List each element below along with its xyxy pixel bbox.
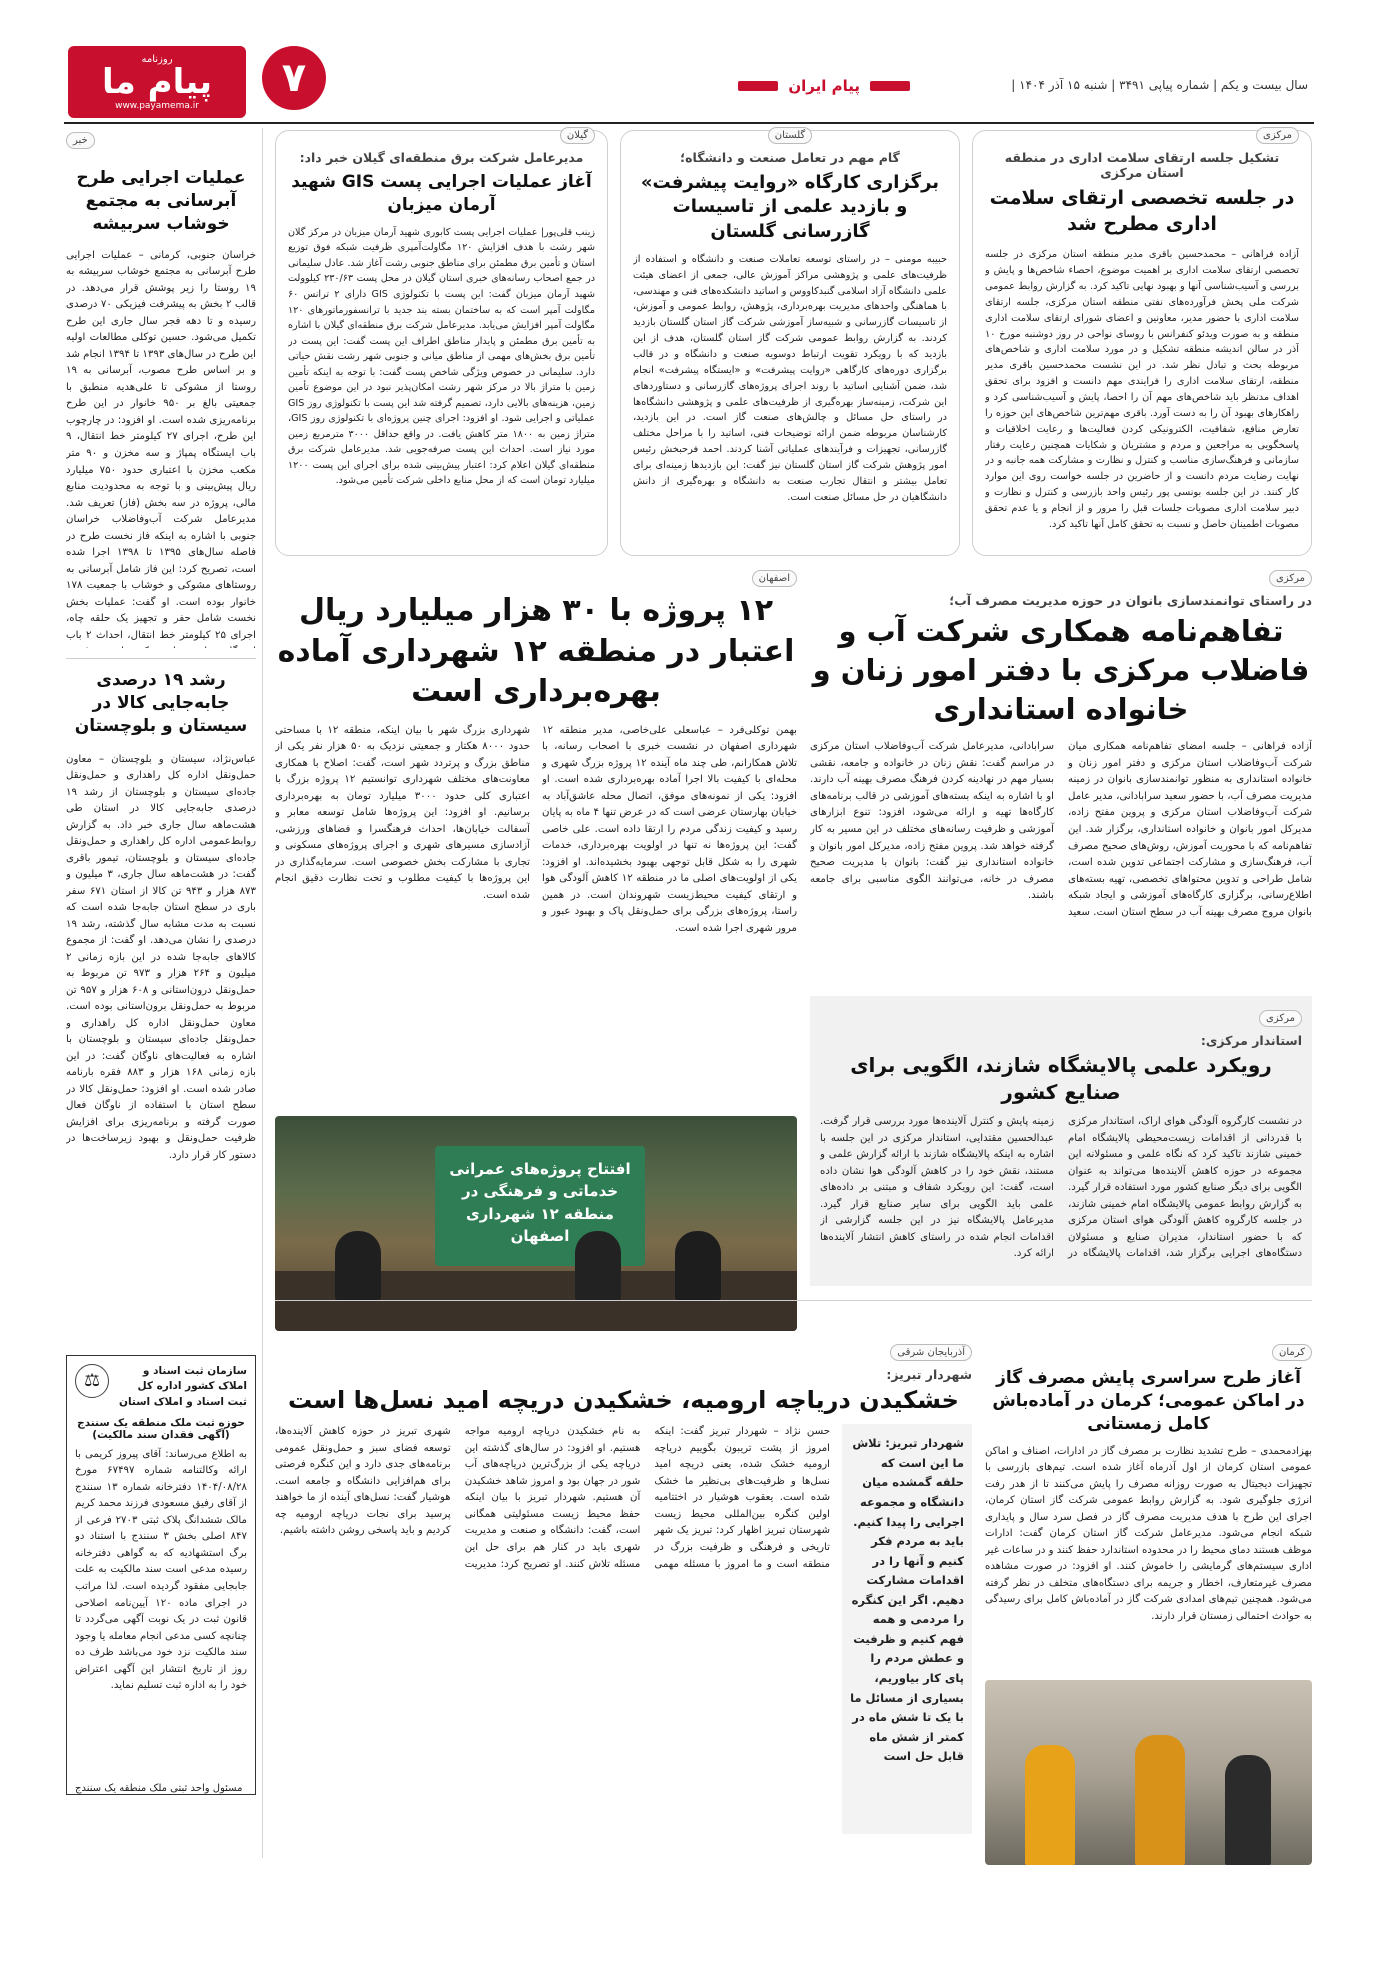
article-layout <box>275 1424 972 1834</box>
issue-line: سال بیست و یکم | شماره پیاپی ۳۴۹۱ | شنبه ۱۵ آذر ۱۴۰۴ | <box>1011 78 1308 92</box>
article-title: در جلسه تخصصی ارتقای سلامت اداری مطرح شد <box>989 187 1295 235</box>
logo-main: پیام ما <box>102 61 212 102</box>
article-title: خشکیدن دریاچه ارومیه، خشکیدن دریچه امید نسل‌ها است <box>288 1386 959 1414</box>
section-title: پیام ایران <box>788 77 860 95</box>
markazi-article-3 <box>810 996 1312 1286</box>
article-body: بهمن توکلی‌فرد – عباسعلی علی‌خاصی، مدیر منطقه ۱۲ شهرداری اصفهان در نشست خبری با اصحاب رسانه، با تلاش همکارانم، طی چند ماه آینده ۱۲ پروژه بزرگ شهری و محله‌ای با کیفیت بالا اجرا آماده بهره‌برداری شده است. او افزود: یکی از نمونه‌های موفق، اتصال محله عاشق‌آباد به خیابان بهارستان عرضی است که در عرض تنها ۴ ماه به پایان رسید و کیفیت زندگی مردم را ارتقا داده است. علی خاصی گفت: این پروژه‌ها نه تنها در اولویت بهره‌برداری، خدمات شهری را به شکل قابل توجهی بهبود بخشیده‌اند. او افزود: یکی از اولویت‌های اصلی ما در منطقه ۱۲ کاهش آلودگی هوا و ارتقای کیفیت محیط‌زیست شهروندان است. در همین راستا، پروژه‌های بزرگی برای حمل‌ونقل پاک و بهبود عبور و مرور شهری اجرا شده است. <box>542 724 797 934</box>
region-tag: گلستان <box>768 127 812 144</box>
article-columns <box>275 723 797 1108</box>
region-tag: مرکزی <box>1259 1010 1302 1027</box>
emblem-icon: ⚖ <box>75 1364 109 1398</box>
article-body: زینب قلی‌پور| عملیات اجرایی پست کابوری شهید آرمان میزبان در مرکز گلان شهر رشت با هدف افزایش ۱۲۰ مگاولت‌آمپری ظرفیت شبکه فوق توزیع استان و تأمین برق مطمئن برای مناطق جنوبی رشت آغاز شد. عادل سلیمانی در جمع اصحاب رسانه‌های خبری استان گیلان در محل پست ۲۳۰/۶۳ کیلوولت شهید آرمان میزبان گفت: این پست با تکنولوژی GIS دارای ۲ ترانس ۶۰ مگاولت آمپر است که به ساختمان بسته بند جدید با ترانسفورماتورهای ۱۲۰ مگاولت آمپر افزایش می‌یابد. مدیرعامل شرکت برق منطقه‌ای گیلان با اشاره به تأمین برق مطمئن و پایدار مناطق اطراف این پست گفت: این پست در تأمین برق بخش‌های مهمی از مناطق میانی و جنوبی شهر رشت نقش حیاتی دارد. سلیمانی در خصوص ویژگی شاخص پست گفت: با توجه به اینکه تأمین زمین با متراژ بالا در مرکز شهر رشت امکان‌پذیر نبود در این موضوع تأمین زمین، هزینه‌های بالایی دارد، تصمیم گرفته شد این پست با تکنولوژی روز GIS عملیاتی و اجرایی شود. او افزود: اجرای چنین پروژه‌ای با تکنولوژی روز GIS، متراژ زمین به ۱۸۰۰ متر کاهش یافت. در واقع حداقل ۳۰۰۰ مترمربع زمین مورد نیاز است. احداث این پست صرفه‌جویی شد. مدیرعامل شرکت برق منطقه‌ای گیلان اعلام کرد: اعتبار پیش‌بینی شده برای اجرای این پست ۱۲۰۰ میلیارد تومان است که از محل منابع داخلی شرکت تأمین می‌شود. <box>288 226 595 487</box>
region-tag: کرمان <box>1272 1344 1312 1361</box>
notice-signature: مسئول واحد ثبتی ملک منطقه یک سنندج <box>75 1782 243 1794</box>
worker-vest <box>1135 1735 1185 1865</box>
section-header <box>680 76 910 96</box>
markazi-article-1 <box>972 130 1312 556</box>
gilan-article <box>275 130 608 556</box>
article-body: آزاده فراهانی – جلسه امضای تفاهم‌نامه همکاری میان شرکت آب‌وفاضلاب استان مرکزی و دفتر امور زنان و خانواده استانداری به منظور توانمندسازی بانوان در زمینه مدیریت مصرف آب، با حضور سعید سرابادانی، مدیر عامل شرکت آب‌وفاضلاب استان مرکزی و پروین مفتح زاده، مدیرکل امور بانوان و خانواده استانداری، برگزار شد. این تفاهم‌نامه که با محوریت آموزش، روش‌های صحیح مصرف آب، فرهنگ‌سازی و مشارکت اجتماعی تدوین شده است، شامل طراحی و تدوین محتواهای تخصصی، تهیه بسته‌های اطلاع‌رسانی، برگزاری کارگاه‌های آموزشی و ایجاد شبکه بانوان مروج مصرف بهینه آب در سطح استان است. سعید سرابادانی، مدیرعامل شرکت آب‌وفاضلاب استان مرکزی در مراسم گفت: نقش زنان در خانواده و جامعه، نقشی بسیار مهم در نهادینه کردن فرهنگ مصرف بهینه آب دارند. او با اشاره به اینکه بسته‌های آموزشی در قالب برنامه‌های کارگاه‌ها تهیه و ارائه می‌شود، افزود: تنوع ابزارهای آموزشی و ظرفیت رسانه‌های مختلف در این مسیر به کار گرفته خواهد شد. پروین مفتح زاده، مدیرکل امور بانوان و خانواده استانداری نیز گفت: بانوان با مدیریت صحیح مصرف در خانه، می‌توانند الگوی مناسبی برای جامعه باشند. <box>810 741 1312 918</box>
article-title: برگزاری کارگاه «روایت پیشرفت» و بازدید علمی از تاسیسات گازرسانی گلستان <box>640 172 940 242</box>
pull-quote: شهردار تبریز: تلاش ما این است که حلقه گمشده میان دانشگاه و مجموعه اجرایی را پیدا کنیم. باید به مردم فکر کنیم و آنها را در اقدامات مشارکت دهیم. اگر این کنگره را مردمی و همه فهم کنیم و ظرفیت و عطش مردم را پای کار بیاوریم، بسیاری از مسائل ما با یک تا شش ماه در کمتر از شش ماه قابل حل است <box>842 1424 972 1834</box>
article-body: بهزادمحمدی – طرح تشدید نظارت بر مصرف گاز در ادارات، اصناف و اماکن عمومی استان کرمان از اول آذرماه آغاز شده است. تیم‌های بازرسی با تجهیزات دیجیتال به صورت روزانه مصرف را پایش می‌کنند تا از هدر رفت انرژی جلوگیری شود. به گزارش روابط عمومی شرکت گاز استان کرمان، اجرای این طرح با هدف مدیریت مصرف گاز در فصل سرد سال و پایداری شبکه انجام می‌شود. مدیرعامل شرکت گاز استان کرمان گفت: ادارات موظف هستند دمای محیط را در محدوده استاندارد حفظ کنند و در ساعات غیر اداری سیستم‌های گرمایشی را خاموش کنند. او افزود: در صورت مشاهده مصرف غیرمتعارف، اخطار و جریمه برای دستگاه‌های متخلف در نظر گرفته می‌شود. همچنین تیم‌های امدادی شرکت گاز در آماده‌باش کامل برای رسیدگی به حوادث احتمالی زمستان قرار دارند. <box>985 1445 1312 1622</box>
divider <box>66 658 256 659</box>
section-bar-right <box>870 81 910 91</box>
region-tag: اصفهان <box>752 570 797 587</box>
region-tag: مرکزی <box>1256 127 1299 144</box>
logo-url: www.payamema.ir <box>115 100 199 111</box>
article-body: حسن نژاد – شهردار تبریز گفت: اینکه امروز از پشت تریبون بگوییم دریاچه ارومیه خشک شده، یعنی دریچه امید نسل‌ها و ظرفیت‌های بی‌نظیر ما خشک شده است. یعقوب هوشیار در اختتامیه اولین کنگره بین‌المللی محیط زیست شهرستان تبریز اظهار کرد: تبریز یک شهر تاریخی و فرهنگی و ظرفیت بزرگ در منطقه است و ما امروز با مسئله مهمی به نام خشکیدن دریاچه ارومیه مواجه هستیم. او افزود: در سال‌های گذشته این دریاچه یکی از بزرگ‌ترین دریاچه‌های آب شور در جهان بود و امروز شاهد خشکیدن آن هستیم. شهردار تبریز با بیان اینکه حفظ محیط زیست مسئولیتی همگانی است، گفت: دانشگاه و صنعت و مدیریت شهری باید در کنار هم برای حل این مسئله تلاش کنند. او تصریح کرد: مدیریت شهری تبریز در حوزه کاهش آلاینده‌ها، توسعه فضای سبز و حمل‌ونقل عمومی برنامه‌های جدی دارد و این کنگره فرصتی برای هم‌افزایی دانشگاه و جامعه است. هوشیار گفت: نسل‌های آینده از ما خواهند پرسید برای نجات دریاچه ارومیه چه کردیم و باید پاسخی روشن داشته باشیم. <box>275 1426 830 1570</box>
article-title: عملیات اجرایی طرح آبرسانی به مجتمع خوشاب سربیشه <box>76 168 246 234</box>
section-bar-left <box>738 81 778 91</box>
person-silhouette <box>335 1231 381 1301</box>
event-photo <box>275 1116 797 1331</box>
page-number: ۷ <box>262 46 326 110</box>
region-tag: آذربایجان شرقی <box>890 1344 972 1361</box>
article-kicker: مدیرعامل شرکت برق منطقه‌ای گیلان خبر داد: <box>299 150 584 165</box>
legal-notice <box>66 1355 256 1795</box>
article-title: آغاز طرح سراسری پایش مصرف گاز در اماکن عمومی؛ کرمان در آماده‌باش کامل زمستانی <box>992 1368 1305 1434</box>
article-title: رویکرد علمی پالایشگاه شازند، الگویی برای صنایع کشور <box>850 1053 1272 1104</box>
isfahan-article <box>275 566 797 1286</box>
worker-vest <box>1025 1745 1075 1865</box>
golestan-article <box>620 130 960 556</box>
notice-title: سازمان ثبت اسناد و املاک کشور اداره کل ثبت اسناد و املاک استان <box>119 1364 247 1409</box>
notice-body: به اطلاع می‌رساند: آقای پیروز کریمی با ارائه وکالتنامه شماره ۶۷۴۹۷ مورخ ۱۴۰۴/۰۸/۲۸ دفترخانه شماره ۱۳ سنندج از آقای رفیق مسعودی فرزند محمد کریم مالک ششدانگ پلاک ثبتی ۲۷۰۳ فرعی از ۸۴۷ اصلی بخش ۳ سنندج با استناد دو برگ استشهادیه که به گواهی دفترخانه رسیده مدعی است سند مالکیت به علت جابجایی مفقود گردیده است. لذا مراتب در اجرای ماده ۱۲۰ آیین‌نامه اصلاحی قانون ثبت در یک نوبت آگهی می‌گردد تا چنانچه کسی مدعی انجام معامله یا وجود سند مالکیت نزد خود می‌باشد ظرف ده روز از تاریخ انتشار این آگهی اعتراض خود را به اداره ثبت تسلیم نماید. <box>75 1448 247 1692</box>
article-kicker: استاندار مرکزی: <box>1200 1033 1302 1048</box>
markazi-article-2 <box>810 566 1312 986</box>
article-body: حبیبه مومنی – در راستای توسعه تعاملات صنعت و دانشگاه و استفاده از ظرفیت‌های علمی و پژوهشی مراکز آموزش عالی، جمعی از اعضای هیئت علمی دانشگاه آزاد اسلامی گنبدکاووس و اساتید دانشکده‌های فنی و مهندسی، با هماهنگی واحدهای مدیریت بهره‌برداری، پژوهش، روابط عمومی و آموزش، از تاسیسات گازرسانی و شبیه‌ساز آموزشی شرکت گاز استان گلستان بازدید کردند. به گزارش روابط عمومی شرکت گاز استان گلستان، هدف از این بازدید که با رویکرد تقویت ارتباط دوسویه صنعت و دانشگاه و در قالب برگزاری دوره‌های کارگاهی «روایت پیشرفت» و «ایستگاه پیشرفت» انجام شد، ضمن آشنایی اساتید با روند اجرای پروژه‌های گازرسانی و دستاوردهای این شرکت، زمینه‌ساز بهره‌گیری از ظرفیت‌های علمی و پژوهشی دانشگاه‌ها در راستای حل مسائل و چالش‌های صنعت گاز است. در این بازدید، کارشناسان مربوطه ضمن ارائه توضیحات فنی، اساتید را با مراحل مختلف گازرسانی، تجهیزات و فرآیندهای عملیاتی آشنا کردند. احمد فرحبخش رئیس امور پژوهش شرکت گاز استان گلستان نیز گفت: این بازدیدها زمینه‌ای برای تعامل بیشتر و انتقال تجارب صنعت به دانشگاه و بهره‌گیری از دانش دانشگاهیان در حل مسائل صنعت است. <box>633 253 947 503</box>
article-body: آزاده فراهانی – محمدحسین باقری مدیر منطقه استان مرکزی در جلسه تخصصی ارتقای سلامت اداری بر اهمیت موضوع، احصاء شاخص‌ها و پایش و بررسی و آسیب‌شناسی آنها و بهبود نهایی تاکید کرد. به گزارش روابط عمومی شرکت ملی پخش فرآورده‌های نفتی منطقه استان مرکزی، جلسه ارتقای سلامت اداری با حضور مدیر، معاونین و اعضای شورای ارتقای سلامت اداری منطقه و به صورت ویدئو کنفرانس با روسای نواحی در روز دوشنبه مورخ ۱۰ آذر در سالن اندیشه منطقه تشکیل و در مورد سلامت اداری و شاخص‌های مربوطه بحث و تبادل نظر شد. در این نشست محمدحسین باقری مدیر منطقه، ارتقای سلامت اداری را فرایندی مهم دانست و افزود برای تحقق اهداف مدنظر باید شاخص‌های مهم آن را احصا، پایش و آسیب‌شناسی کرد و راهکارهای بهبود آن را به دست آورد. باقری مهم‌ترین شاخص‌های این حوزه را تعارض منافع، شفافیت، الکترونیکی کردن فعالیت‌ها و رعایت اخلاقیات و پاسخگویی به مراجعین و مردم و مشتریان و شکایات همچنین رعایت رفتار سازمانی و فرهنگ‌سازی مناسب و کنترل و نظارت و مشارکت همه جانبه و در نهایت رضایت مردم دانست و از حاضرین در جلسه خواست روی این موارد کار کنند. در این جلسه بونسی پور رئیس واحد بازرسی و کنترل و نظارت و دبیر سلامت اداری مصوبات جلسات قبل را مرور و از انجام و یا عدم تحقق مصوبات اطمینان حاصل و نسبت به تحقق کامل آنها تاکید کرد. <box>985 249 1299 530</box>
article-kicker: گام مهم در تعامل صنعت و دانشگاه؛ <box>680 150 900 165</box>
row-divider <box>275 1300 1312 1301</box>
article-title: رشد ۱۹ درصدی جابه‌جایی کالا در سیستان و بلوچستان <box>74 669 248 736</box>
region-tag: مرکزی <box>1269 570 1312 587</box>
azarbaijan-article <box>275 1340 972 1860</box>
person-silhouette <box>575 1231 621 1301</box>
article-title: تفاهم‌نامه همکاری شرکت آب و فاضلاب مرکزی با دفتر امور زنان و خانواده استانداری <box>812 614 1310 727</box>
event-banner: افتتاح پروژه‌های عمرانی خدماتی و فرهنگی در منطقه ۱۲ شهرداری اصفهان <box>435 1146 645 1266</box>
person-silhouette <box>1225 1755 1271 1865</box>
article-body: شهرداری بزرگ شهر با بیان اینکه، منطقه ۱۲ با مساحتی حدود ۸۰۰۰ هکتار و جمعیتی نزدیک به ۵۰ هزار نفر یکی از مناطق بزرگ و پرتردد شهر است، گفت: اصلاح با همکاری معاونت‌های مختلف شهرداری توانستیم ۱۲ پروژه بزرگ با اعتباری کلی حدود ۳۰۰۰ میلیارد تومان به بهره‌برداری برسانیم. او افزود: این پروژه‌ها شامل توسعه معابر و آسفالت خیابان‌ها، احداث فرهنگسرا و فضاهای ورزشی، آزادسازی مسیرهای شهری و اجرای پروژه‌های مسکونی و تجاری با مشارکت بخش خصوصی است. سرمایه‌گذاری در این پروژه‌ها با کیفیت مطلوب و تحت نظارت دقیق انجام شده است. <box>275 724 530 901</box>
article-body: خراسان جنوبی، کرمانی – عملیات اجرایی طرح آبرسانی به مجتمع خوشاب سربیشه به ۱۹ روستا را زیر پوشش قرار می‌دهد. در قالب ۲ بخش به پیشرفت فیزیکی ۷۰ درصدی رسیده و تا دهه فجر سال جاری این طرح تکمیل می‌شود. حسین توکلی مطالعات اولیه این طرح در سال‌های ۱۳۹۳ تا ۱۳۹۴ انجام شد و بر اساس طرح مصوب، آبرسانی به ۱۹ روستا از مشوکی تا علی‌هدیه منطبق با جمعیتی بالغ بر ۹۵۰ خانوار در این طرح برنامه‌ریزی شده است. او افزود: در چارچوب این طرح، اجرای ۲۷ کیلومتر خط انتقال، ۹ باب ایستگاه پمپاژ و سه مخزن و ۹۰ متر مکعب مخزن با اعتباری حدود ۷۵۰ میلیارد ریال پیش‌بینی و با توجه به محدودیت منابع مالی، پروژه در سه بخش (فاز) تعریف شد. مدیرعامل شرکت آب‌وفاضلاب خراسان جنوبی با اشاره به اینکه فاز نخست طرح در فاصله سال‌های ۱۳۹۵ تا ۱۳۹۸ اجرا شده است، تصریح کرد: این فاز شامل آبرسانی به روستاهای مشوکی و خوشاب با جمعیت ۱۷۸ خانوار بوده است. او گفت: عملیات بخش نخست شامل حفر و تجهیز یک حلقه چاه، اجرای ۲۵ کیلومتر خط انتقال، احداث ۲ باب <box>66 249 256 641</box>
article-body: در نشست کارگروه آلودگی هوای اراک، استاندار مرکزی با قدردانی از اقدامات زیست‌محیطی پالایشگاه امام خمینی شازند تاکید کرد که نگاه علمی و مسئولانه این مجموعه در حوزه کاهش آلاینده‌ها می‌تواند به عنوان الگویی برای دیگر صنایع کشور مورد استفاده قرار گیرد. به گزارش روابط عمومی پالایشگاه امام خمینی شازند، در جلسه کارگروه کاهش آلودگی هوای استان مرکزی که با حضور استاندار، مدیران صنایع و مسئولان دستگاه‌های اجرایی برگزار شد، اقدامات پالایشگاه در زمینه پایش و کنترل آلاینده‌ها مورد بررسی قرار گرفت. عبدالحسین مقتدایی، استاندار مرکزی در این جلسه با اشاره به اینکه پالایشگاه شازند با ارائه گزارش علمی و مستند، نقش خود را در کاهش آلودگی هوا نشان داده است، گفت: این رویکرد شفاف و مبتنی بر داده‌های علمی باید الگویی برای سایر صنایع قرار گیرد. مدیرعامل پالایشگاه نیز در این جلسه گزارشی از اقدامات انجام شده در راستای کاهش انتشار آلاینده‌ها ارائه کرد. <box>820 1116 1302 1260</box>
logo-small: روزنامه <box>141 53 173 65</box>
column-rule <box>262 128 263 1858</box>
article-kicker: در راستای توانمندسازی بانوان در حوزه مدیریت مصرف آب؛ <box>949 593 1312 608</box>
left-news-column <box>66 128 256 1858</box>
notice-subtitle: حوزه ثبت ملک منطقه یک سنندج (آگهی فقدان سند مالکیت) <box>77 1416 245 1441</box>
person-silhouette <box>675 1231 721 1301</box>
column-tag: خبر <box>66 132 95 149</box>
kerman-article <box>985 1340 1312 1860</box>
newspaper-logo <box>68 46 246 118</box>
article-kicker: تشکیل جلسه ارتقای سلامت اداری در منطقه استان مرکزی <box>1004 150 1280 180</box>
article-kicker: شهردار تبریز: <box>886 1367 972 1382</box>
inspection-photo <box>985 1680 1312 1865</box>
article-title: آغاز عملیات اجرایی پست GIS شهید آرمان میزبان <box>291 172 592 215</box>
article-body: عباس‌نژاد، سیستان و بلوچستان – معاون حمل‌ونقل اداره کل راهداری و حمل‌ونقل جاده‌ای سیستان و بلوچستان از رشد ۱۹ درصدی جابه‌جایی کالا در استان طی هشت‌ماهه سال جاری خبر داد. به گزارش روابط‌عمومی اداره کل راهداری و حمل‌ونقل جاده‌ای سیستان و بلوچستان، تیمور باقری گفت: در هشت‌ماهه سال جاری، ۳ میلیون و ۸۷۳ هزار و ۹۴۳ تن کالا از استان ۶۷۱ سفر باری در سطح استان جابه‌جا شده است که نسبت به مدت مشابه سال گذشته، رشد ۱۹ درصدی را نشان می‌دهد. او گفت: از مجموع کالاهای جابه‌جا شده در این بازه زمانی ۲ میلیون و ۲۶۴ هزار و ۹۷۳ تن مربوط به حمل‌ونقل درون‌استانی و ۶۰۸ هزار و ۹۵۷ تن مربوط به حمل‌ونقل برون‌استانی بوده است. معاون حمل‌ونقل اداره کل راهداری و حمل‌ونقل جاده‌ای سیستان و بلوچستان با اشاره به فعالیت‌های ناوگان گفت: در این بازه زمانی ۱۶۸ هزار و ۸۸۳ فقره بارنامه صادر شده است. او افزود: حمل‌ونقل کالا در سطح استان با استفاده از ناوگان فعال صورت گرفته و برنامه‌ریزی برای افزایش ظرفیت حمل‌ونقل و بهبود زیرساخت‌ها در دستور کار قرار دارد. <box>66 753 256 1161</box>
article-title: ۱۲ پروژه با ۳۰ هزار میلیارد ریال اعتبار در منطقه ۱۲ شهرداری آماده بهره‌برداری است <box>277 593 795 709</box>
region-tag: گیلان <box>560 127 595 144</box>
